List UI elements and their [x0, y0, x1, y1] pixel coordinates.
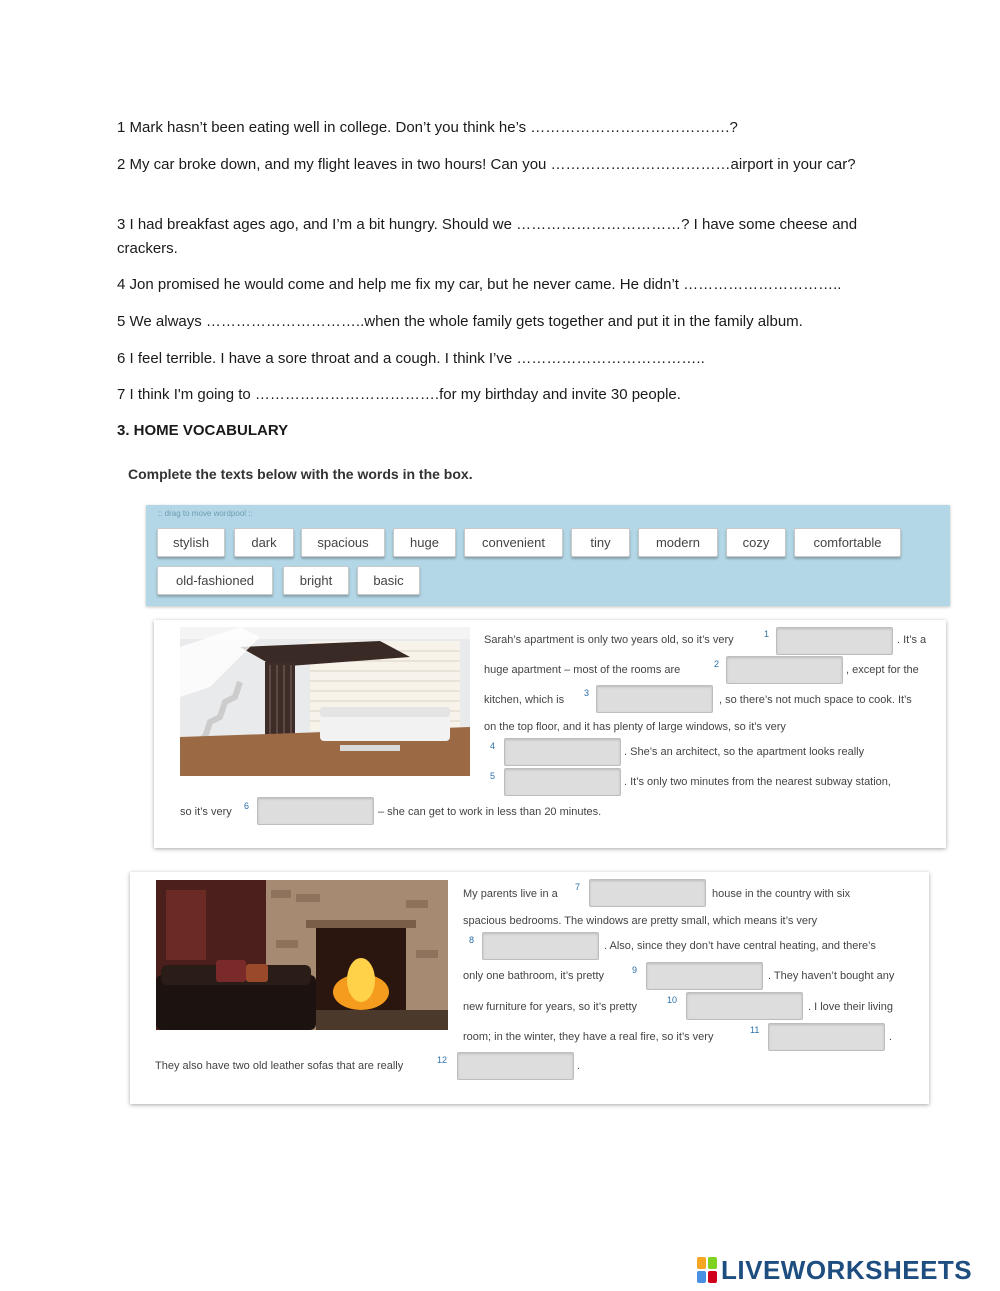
- gap-number-4: 4: [490, 741, 496, 751]
- fireplace-living-room-photo: [156, 880, 448, 1030]
- text2-line6a: room; in the winter, they have a real fire, so it’s very: [463, 1031, 714, 1043]
- text1-line6: . It’s only two minutes from the nearest subway station,: [624, 776, 891, 788]
- word-chip-modern[interactable]: modern: [638, 528, 718, 557]
- gap-12[interactable]: [457, 1052, 574, 1080]
- gap-8[interactable]: [482, 932, 599, 960]
- word-chip-convenient[interactable]: convenient: [464, 528, 563, 557]
- gap-number-6: 6: [244, 801, 250, 811]
- text1-line5: . She’s an architect, so the apartment looks really: [624, 746, 865, 758]
- gap-number-7: 7: [575, 882, 581, 892]
- gap-number-2: 2: [714, 659, 720, 669]
- word-chip-spacious[interactable]: spacious: [301, 528, 385, 557]
- gap-10[interactable]: [686, 992, 803, 1020]
- logo-mark-icon: [697, 1257, 717, 1283]
- gap-number-10: 10: [667, 995, 678, 1005]
- text2-line5a: new furniture for years, so it’s pretty: [463, 1001, 638, 1013]
- sentence-1: 1 Mark hasn’t been eating well in college. Don’t you think he’s ………………………………….?: [117, 119, 738, 136]
- word-chip-stylish[interactable]: stylish: [157, 528, 225, 557]
- sentence-2: 2 My car broke down, and my flight leaves in two hours! Can you ………………………………airport in your car?: [117, 156, 856, 173]
- word-chip-bright[interactable]: bright: [283, 566, 349, 595]
- gap-4[interactable]: [504, 738, 621, 766]
- sentence-6: 6 I feel terrible. I have a sore throat and a cough. I think I’ve ………………………………..: [117, 350, 705, 367]
- text1-line7a: so it’s very: [180, 806, 232, 818]
- wordpool[interactable]: [146, 505, 950, 606]
- text2-line2: spacious bedrooms. The windows are pretty small, which means it’s very: [463, 915, 818, 927]
- text1-line1b: . It’s a: [897, 634, 927, 646]
- text1-line2b: , except for the: [846, 664, 919, 676]
- instruction-text: Complete the texts below with the words in the box.: [128, 466, 473, 482]
- modern-apartment-photo: [180, 627, 470, 776]
- text2-line1a: My parents live in a: [463, 888, 558, 900]
- logo-text: LIVEWORKSHEETS: [721, 1254, 973, 1285]
- gap-number-5: 5: [490, 771, 496, 781]
- sentence-3: 3 I had breakfast ages ago, and I’m a bit hungry. Should we ……………………………? I have some cheese and crackers.: [117, 216, 858, 257]
- word-chip-cozy[interactable]: cozy: [726, 528, 786, 557]
- gap-6[interactable]: [257, 797, 374, 825]
- wordpool-drag-hint[interactable]: :: drag to move wordpool ::: [158, 509, 253, 518]
- gap-1[interactable]: [776, 627, 893, 655]
- word-chip-basic[interactable]: basic: [357, 566, 420, 595]
- text2-line4b: . They haven’t bought any: [768, 970, 895, 982]
- text2-line1b: house in the country with six: [712, 888, 851, 900]
- liveworksheets-logo: [697, 1255, 972, 1285]
- gap-5[interactable]: [504, 768, 621, 796]
- word-chip-comfortable[interactable]: comfortable: [794, 528, 901, 557]
- text1-line3b: , so there’s not much space to cook. It’s: [719, 694, 912, 706]
- text2-line7a: They also have two old leather sofas that are really: [155, 1060, 404, 1072]
- gap-9[interactable]: [646, 962, 763, 990]
- sentence-4: 4 Jon promised he would come and help me fix my car, but he never came. He didn’t …………………………..: [117, 276, 842, 293]
- gap-11[interactable]: [768, 1023, 885, 1051]
- word-chip-tiny[interactable]: tiny: [571, 528, 630, 557]
- text1-line7b: – she can get to work in less than 20 minutes.: [378, 806, 602, 818]
- gap-3[interactable]: [596, 685, 713, 713]
- text2-line3: . Also, since they don’t have central heating, and there’s: [604, 940, 876, 952]
- word-chip-dark[interactable]: dark: [234, 528, 294, 557]
- text1-line2a: huge apartment – most of the rooms are: [484, 664, 681, 676]
- text2-line5b: . I love their living: [808, 1001, 893, 1013]
- sentence-5: 5 We always …………………………..when the whole family gets together and put it in the family album.: [117, 313, 803, 330]
- gap-number-9: 9: [632, 965, 638, 975]
- gap-number-12: 12: [437, 1055, 448, 1065]
- gap-2[interactable]: [726, 656, 843, 684]
- text-card-2: [130, 872, 929, 1104]
- gap-number-1: 1: [764, 629, 770, 639]
- text1-line3a: kitchen, which is: [484, 694, 565, 706]
- text1-line1a: Sarah’s apartment is only two years old, so it’s very: [484, 634, 734, 646]
- gap-number-8: 8: [469, 935, 475, 945]
- text2-line7b: .: [577, 1060, 581, 1072]
- word-chip-old-fashioned[interactable]: old-fashioned: [157, 566, 273, 595]
- text-card-1: [154, 620, 946, 848]
- text2-line4a: only one bathroom, it’s pretty: [463, 970, 605, 982]
- sentence-7: 7 I think I'm going to ……………………………….for my birthday and invite 30 people.: [117, 386, 681, 403]
- section-heading: 3. HOME VOCABULARY: [117, 422, 289, 439]
- word-chip-huge[interactable]: huge: [393, 528, 456, 557]
- text2-line6b: .: [889, 1031, 893, 1043]
- gap-7[interactable]: [589, 879, 706, 907]
- text1-line4: on the top floor, and it has plenty of large windows, so it’s very: [484, 721, 786, 733]
- gap-number-3: 3: [584, 688, 590, 698]
- gap-number-11: 11: [750, 1025, 760, 1035]
